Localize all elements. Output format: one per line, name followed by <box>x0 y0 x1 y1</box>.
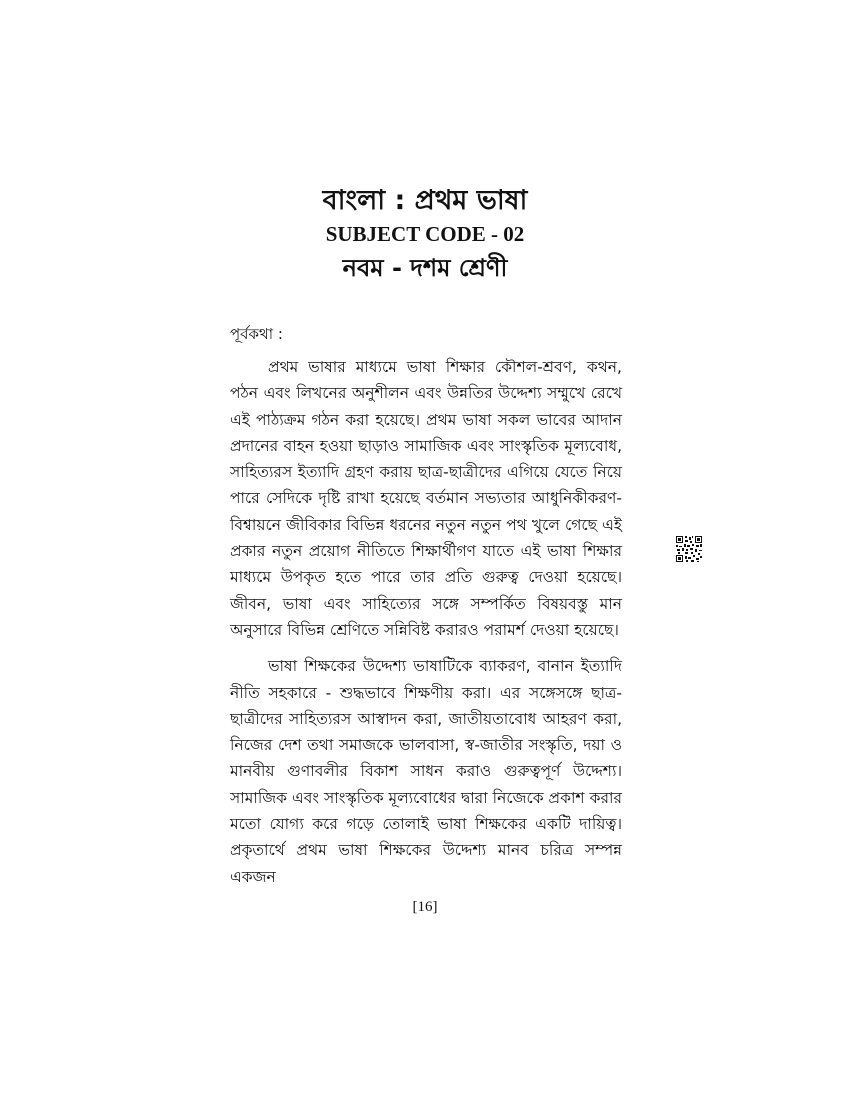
qr-code-icon <box>676 536 702 562</box>
subject-code: SUBJECT CODE - 02 <box>325 222 525 246</box>
preface-body <box>230 354 622 900</box>
page-number: [16] <box>412 899 438 915</box>
paragraph-2: ভাষা শিক্ষকের উদ্দেশ্য ভাষাটিকে ব্যাকরণ, বানান ইত্যাদি নীতি সহকারে - শুদ্ধভাবে শিক্ষণীয় করা। এর সঙ্গেসঙ্গে ছাত্র-ছাত্রীদের সাহিত্যরস আস্বাদন করা, জাতীয়তাবোধ আহরণ করা, নিজের দেশ তথা সমাজকে ভালবাসা, স্ব-জাতীর সংস্কৃতি, দয়া ও মানবীয় গুণাবলীর বিকাশ সাধন করাও গুরুত্বপূর্ণ উদ্দেশ্য। সামাজিক এবং সাংস্কৃতিক মূল্যবোধের দ্বারা নিজেকে প্রকাশ করার মতো যোগ্য করে গড়ে তোলাই ভাষা শিক্ষকের একটি দায়িত্ব। প্রকৃতার্থে প্রথম ভাষা শিক্ষকের উদ্দেশ্য মানব চরিত্র সম্পন্ন একজন <box>230 657 622 886</box>
paragraph-1: প্রথম ভাষার মাধ্যমে ভাষা শিক্ষার কৌশল-শ্রবণ, কথন, পঠন এবং লিখনের অনুশীলন এবং উন্নতির উদ্দেশ্য সম্মুখে রেখে এই পাঠ্যক্রম গঠন করা হয়েছে। প্রথম ভাষা সকল ভাবের আদান প্রদানের বাহন হওয়া ছাড়াও সামাজিক এবং সাংস্কৃতিক মূল্যবোধ, সাহিত্যরস ইত্যাদি গ্রহণ করায় ছাত্র-ছাত্রীদের এগিয়ে যেতে নিয়ে পারে সেদিকে দৃষ্টি রাখা হয়েছে বর্তমান সভ্যতার আধুনিকীকরণ-বিশ্বায়নে জীবিকার বিভিন্ন ধরনের নতুন নতুন পথ খুলে গেছে এই প্রকার নতুন প্রয়োগ নীতিতে শিক্ষার্থীগণ যাতে এই ভাষা শিক্ষার মাধ্যমে উপকৃত হতে পারে তার প্রতি গুরুত্ব দেওয়া হয়েছে। জীবন, ভাষা এবং সাহিত্যের সঙ্গে সম্পর্কিত বিষয়বস্তু মান অনুসারে বিভিন্ন শ্রেণিতে সন্নিবিষ্ট করারও পরামর্শ দেওয়া হয়েছে। <box>230 358 622 639</box>
class-level: নবম - দশম শ্রেণী <box>342 254 508 282</box>
preface-heading: পূর্বকথা : <box>230 325 283 343</box>
page-title: বাংলা : প্রথম ভাষা <box>322 185 528 216</box>
